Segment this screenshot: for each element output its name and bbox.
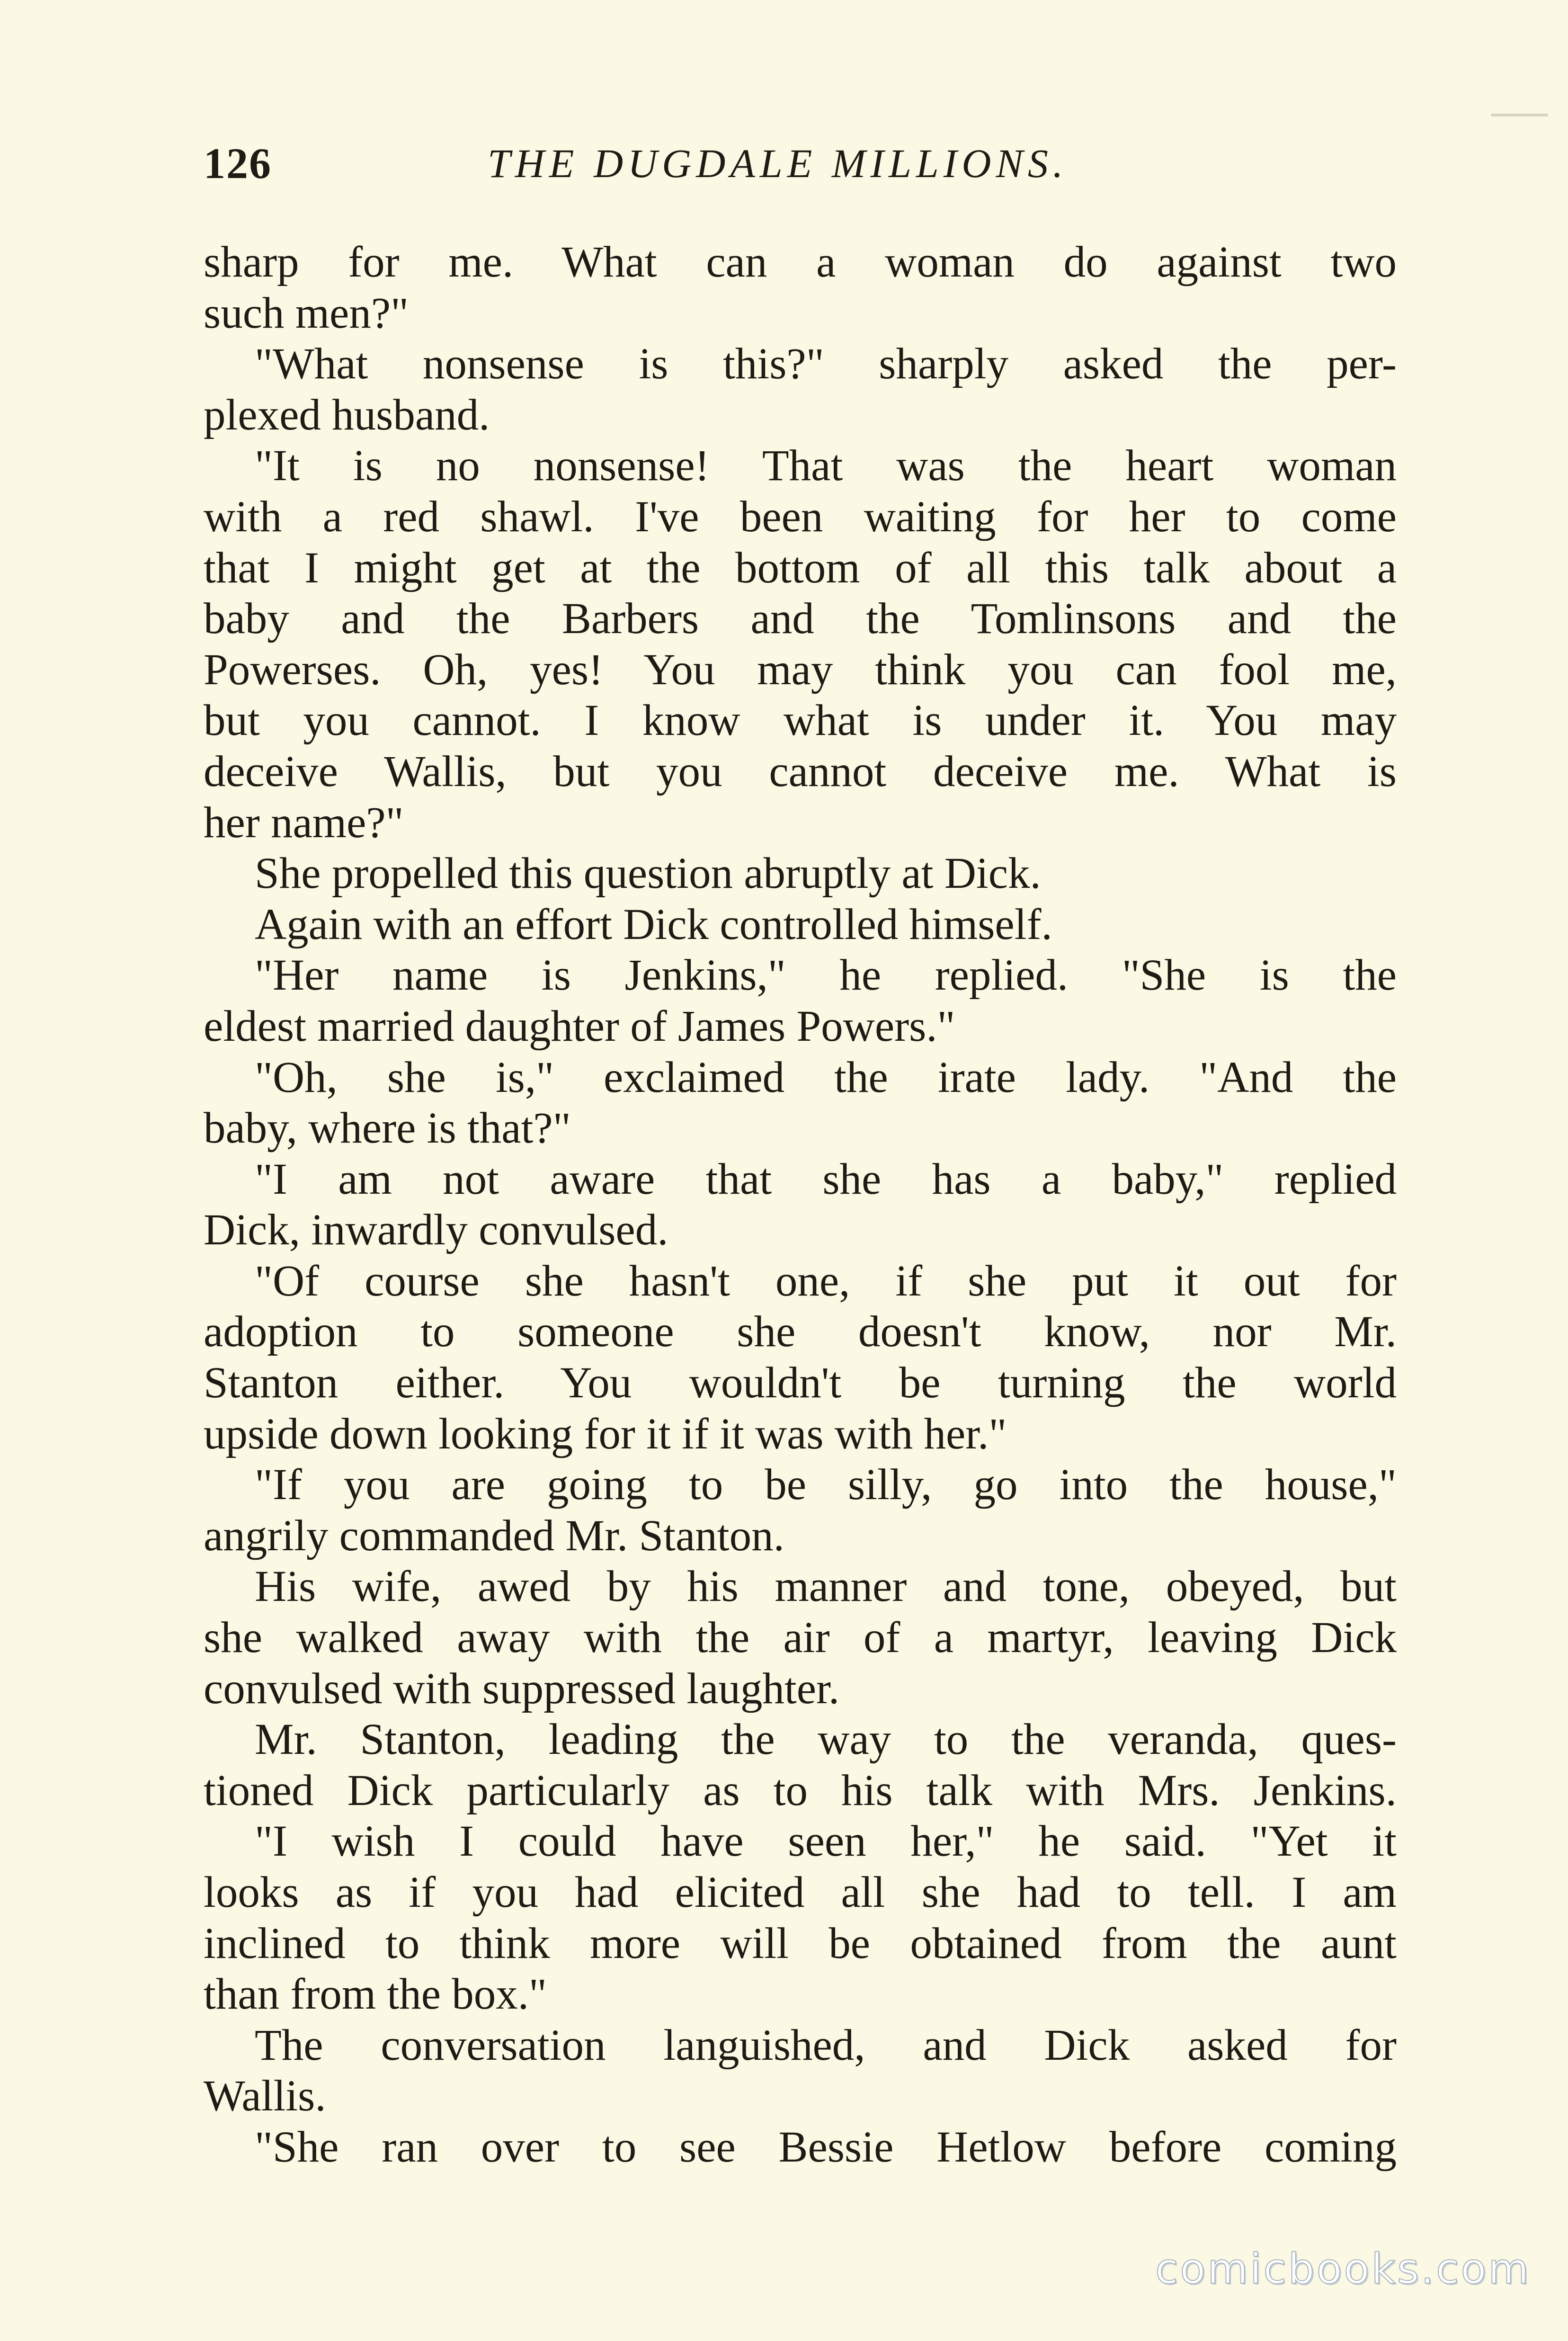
text-line: sharp for me. What can a woman do against two xyxy=(204,238,1397,286)
text-line: "Her name is Jenkins," he replied. "She is the xyxy=(255,951,1397,1000)
top-rule xyxy=(1491,114,1548,116)
text-line: eldest married daughter of James Powers." xyxy=(204,1001,955,1051)
text-line: tioned Dick particularly as to his talk with Mrs. Jenkins. xyxy=(204,1766,1397,1815)
text-line: plexed husband. xyxy=(204,390,490,439)
text-line: Wallis. xyxy=(204,2072,326,2121)
text-line: Mr. Stanton, leading the way to the veranda, ques- xyxy=(255,1715,1397,1764)
text-line: she walked away with the air of a martyr, leaving Dick xyxy=(204,1613,1397,1662)
text-line: Again with an effort Dick controlled himself. xyxy=(255,900,1052,949)
running-head xyxy=(204,128,1392,199)
text-line: "If you are going to be silly, go into the house," xyxy=(255,1460,1397,1510)
text-line: Stanton either. You wouldn't be turning the world xyxy=(204,1358,1397,1408)
text-line: His wife, awed by his manner and tone, obeyed, but xyxy=(255,1562,1397,1611)
text-line: that I might get at the bottom of all this talk about a xyxy=(204,543,1397,592)
text-line: baby, where is that?" xyxy=(204,1104,571,1153)
text-line: convulsed with suppressed laughter. xyxy=(204,1664,840,1713)
text-line: with a red shawl. I've been waiting for her to come xyxy=(204,492,1397,541)
text-line: but you cannot. I know what is under it. You may xyxy=(204,696,1397,745)
text-line: Dick, inwardly convulsed. xyxy=(204,1206,668,1255)
text-line: baby and the Barbers and the Tomlinsons and the xyxy=(204,594,1397,643)
text-line: "What nonsense is this?" sharply asked the per- xyxy=(255,340,1397,389)
text-line: inclined to think more will be obtained from the aunt xyxy=(204,1919,1397,1968)
text-line: The conversation languished, and Dick asked for xyxy=(255,2020,1397,2070)
text-line: looks as if you had elicited all she had to tell. I am xyxy=(204,1868,1397,1917)
text-line: upside down looking for it if it was with her." xyxy=(204,1409,1007,1458)
text-line: She propelled this question abruptly at Dick. xyxy=(255,849,1041,898)
watermark: comicbooks.com xyxy=(1155,2244,1531,2293)
page-number: 126 xyxy=(204,139,272,188)
text-line: "I am not aware that she has a baby," replied xyxy=(255,1154,1397,1204)
text-line: than from the box." xyxy=(204,1970,547,2019)
text-line: her name?" xyxy=(204,798,404,847)
text-line: such men?" xyxy=(204,288,409,338)
text-line: "I wish I could have seen her," he said. "Yet it xyxy=(255,1817,1397,1866)
book-title: THE DUGDALE MILLIONS. xyxy=(488,141,1068,186)
text-line: angrily commanded Mr. Stanton. xyxy=(204,1511,784,1560)
text-line: adoption to someone she doesn't know, nor Mr. xyxy=(204,1307,1397,1357)
body-text xyxy=(204,237,1397,2173)
text-line: deceive Wallis, but you cannot deceive me. What is xyxy=(204,747,1397,796)
text-line: "Oh, she is," exclaimed the irate lady. "And the xyxy=(255,1053,1397,1102)
text-line: "Of course she hasn't one, if she put it out for xyxy=(255,1256,1397,1305)
text-line: "It is no nonsense! That was the heart woman xyxy=(255,441,1397,491)
text-line: "She ran over to see Bessie Hetlow before coming xyxy=(255,2122,1397,2171)
text-line: Powerses. Oh, yes! You may think you can fool me, xyxy=(204,645,1397,694)
